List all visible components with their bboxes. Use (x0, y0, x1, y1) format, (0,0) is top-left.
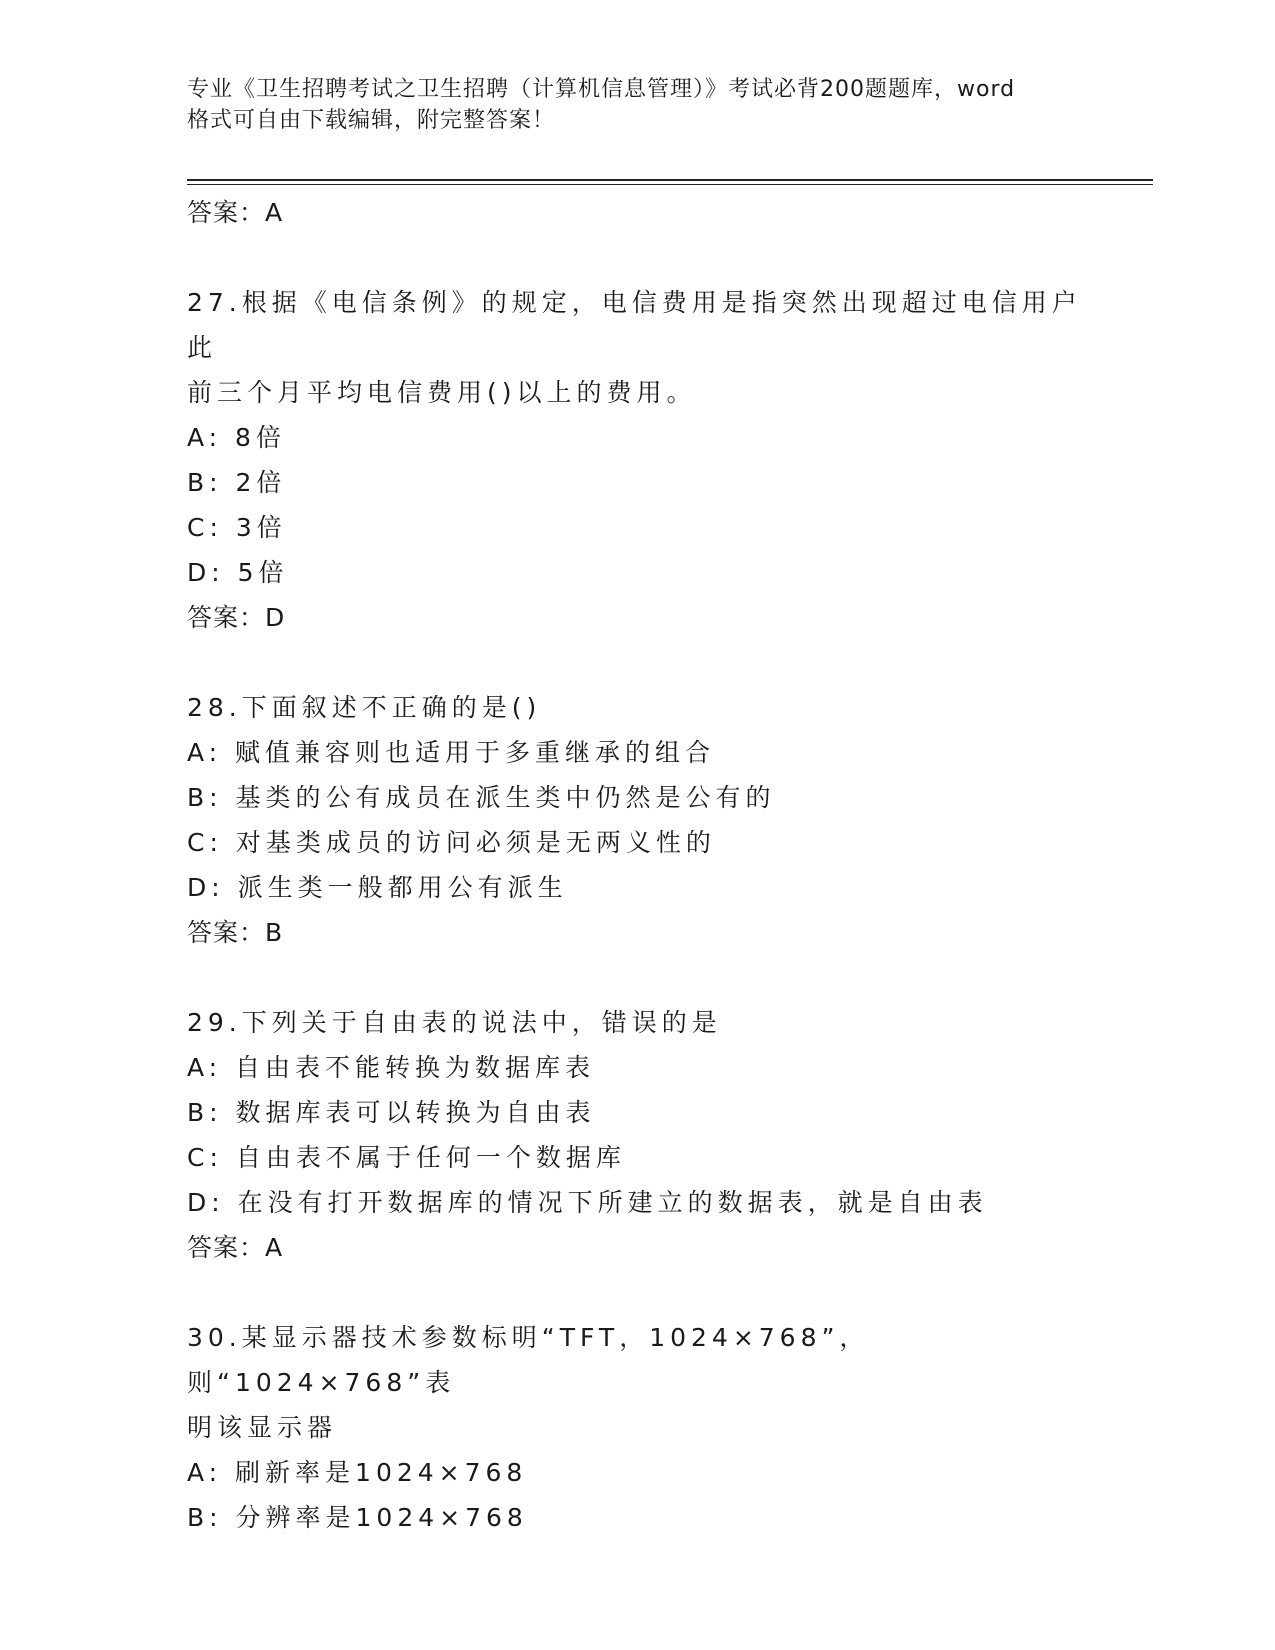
option-a: A: 自由表不能转换为数据库表 (187, 1053, 596, 1082)
header-line-1: 专业《卫生招聘考试之卫生招聘（计算机信息管理）》考试必背200题题库，word (187, 77, 1016, 102)
option-b: B: 2倍 (187, 468, 287, 497)
document-header (187, 74, 1087, 136)
option-d: D: 5倍 (187, 558, 289, 587)
question-text: 28.下面叙述不正确的是() (187, 693, 542, 722)
question-text: 27.根据《电信条例》的规定，电信费用是指突然出现超过电信用户此 (187, 288, 1082, 362)
question-27 (187, 280, 1087, 640)
question-text: 30.某显示器技术参数标明“TFT，1024×768”，则“1024×768”表 (187, 1323, 870, 1397)
answer-label: 答案：D (187, 603, 286, 632)
option-c: C: 对基类成员的访问必须是无两义性的 (187, 828, 716, 857)
option-a: A: 8倍 (187, 423, 286, 452)
answer-label: 答案：B (187, 918, 284, 947)
answer-label: 答案：A (187, 1233, 284, 1262)
option-b: B: 基类的公有成员在派生类中仍然是公有的 (187, 783, 776, 812)
option-a: A: 赋值兼容则也适用于多重继承的组合 (187, 738, 716, 767)
document-body (187, 190, 1087, 1540)
question-text-continued: 前三个月平均电信费用()以上的费用。 (187, 378, 697, 407)
header-divider-thick (187, 179, 1153, 181)
question-text-continued: 明该显示器 (187, 1413, 338, 1442)
option-c: C: 自由表不属于任何一个数据库 (187, 1143, 626, 1172)
option-b: B: 数据库表可以转换为自由表 (187, 1098, 596, 1127)
question-text: 29.下列关于自由表的说法中，错误的是 (187, 1008, 722, 1037)
question-29 (187, 1000, 1087, 1270)
header-line-2: 格式可自由下载编辑，附完整答案！ (187, 108, 556, 133)
answer-label: 答案：A (187, 198, 284, 227)
question-30 (187, 1315, 1087, 1540)
option-d: D: 派生类一般都用公有派生 (187, 873, 568, 902)
option-c: C: 3倍 (187, 513, 287, 542)
option-d: D: 在没有打开数据库的情况下所建立的数据表，就是自由表 (187, 1188, 988, 1217)
question-28 (187, 685, 1087, 955)
header-divider-thin (187, 184, 1153, 185)
option-a: A: 刷新率是1024×768 (187, 1458, 528, 1487)
option-b: B: 分辨率是1024×768 (187, 1503, 528, 1532)
